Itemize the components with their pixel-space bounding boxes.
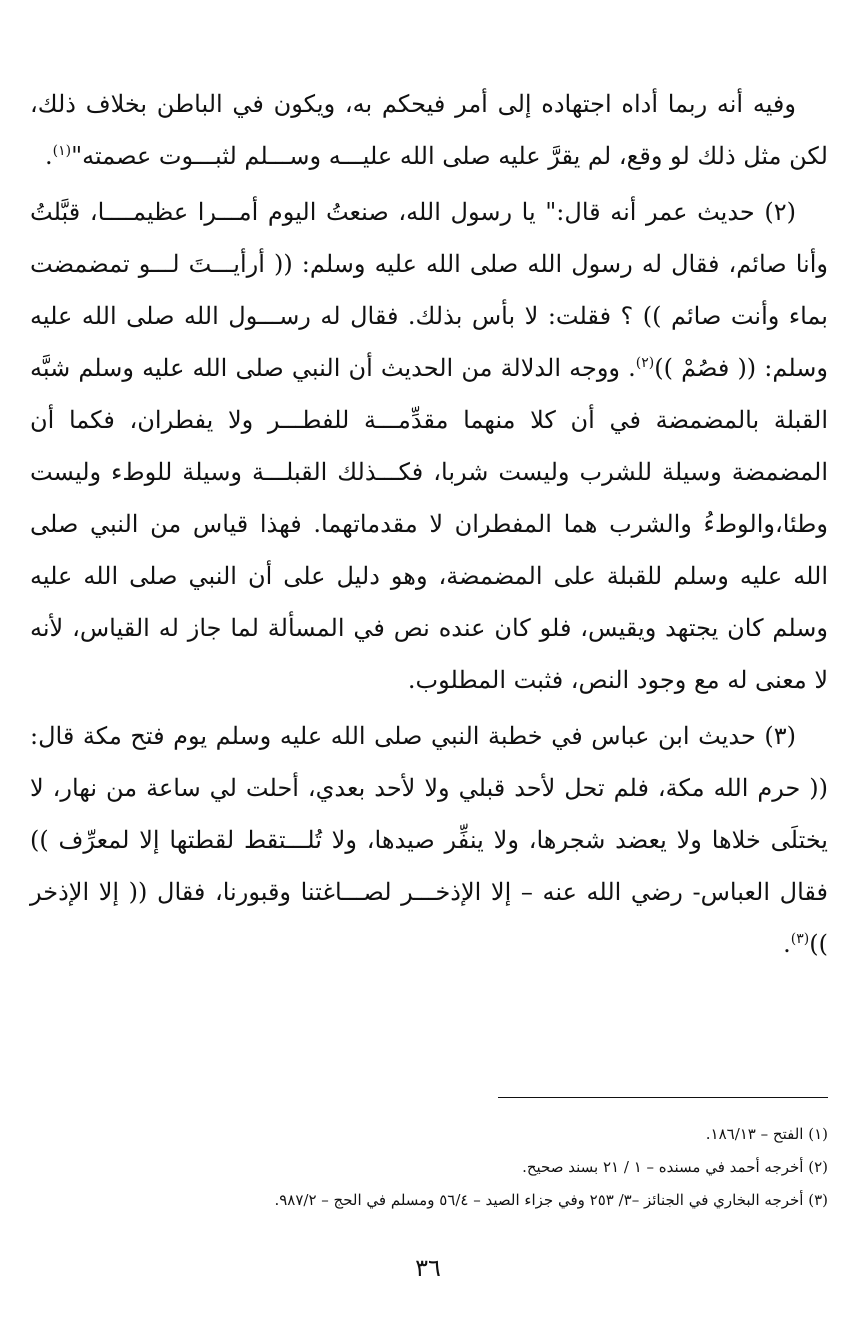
footnote-ref-2: (٢) xyxy=(635,355,655,371)
paragraph-3-tail: . xyxy=(783,930,791,958)
paragraph-1-tail: . xyxy=(45,142,53,170)
paragraph-3-text: (٣) حديث ابن عباس في خطبة النبي صلى الله عليه وسلم يوم فتح مكة قال: (( حرم الله مكة، فلم تحل لأحد قبلي ولا لأحد بعدي، أحلت لي ساعة من نهار، لا يختلَى خلاها ولا يعضد شجرها، ولا ينفِّر صيدها، ولا تُلـــتقط لقطتها إلا لمعرِّف )) فقال العباس- رضي الله عنه – إلا الإذخـــر لصـــاغتنا وقبورنا، فقال (( إلا الإذخر )) xyxy=(30,722,828,958)
paragraph-3 xyxy=(30,710,828,970)
footnote-divider xyxy=(498,1097,828,1098)
paragraph-2 xyxy=(30,186,828,706)
paragraph-1-text: وفيه أنه ربما أداه اجتهاده إلى أمر فيحكم به، ويكون في الباطن بخلاف ذلك، لكن مثل ذلك لو وقع، لم يقرَّ عليه صلى الله عليـــه وســـلم لثبـــوت عصمته" xyxy=(30,90,828,170)
footnote-3: (٣) أخرجه البخاري في الجنائز –٣/ ٢٥٣ وفي جزاء الصيد – ٥٦/٤ ومسلم في الحج – ٩٨٧/٢. xyxy=(274,1191,828,1209)
paragraph-2-tail: . ووجه الدلالة من الحديث أن النبي صلى الله عليه وسلم شبَّه القبلة بالمضمضة في أن كلا منهما مقدِّمـــة للفطـــر ولا يفطران، فكما أن المضمضة وسيلة للشرب وليست شربا، فكـــذلك القبلـــة وسيلة للوطء وليست وطئا،والوطءُ والشرب هما المفطران لا مقدماتهما. فهذا قياس من النبي صلى الله عليه وسلم للقبلة على المضمضة، وهو دليل على أن النبي صلى الله عليه وسلم كان يجتهد ويقيس، فلو كان عنده نص في المسألة لما جاز له القياس، لأنه لا معنى له مع وجود النص، فثبت المطلوب. xyxy=(30,354,829,694)
footnote-1: (١) الفتح – ١٨٦/١٣. xyxy=(705,1125,828,1143)
paragraph-1 xyxy=(30,78,828,182)
page-number: ٣٦ xyxy=(415,1254,441,1282)
page-body xyxy=(30,78,828,974)
footnotes xyxy=(68,1118,828,1217)
paragraph-2-text: (٢) حديث عمر أنه قال:" يا رسول الله، صنعتُ اليوم أمـــرا عظيمــــا، قبَّلتُ وأنا صائم، فقال له رسول الله صلى الله عليه وسلم: (( أرأيـــتَ لـــو تمضمضت بماء وأنت صائم )) ؟ فقلت: لا بأس بذلك. فقال له رســـول الله صلى الله عليه وسلم: (( فصُمْ )) xyxy=(30,198,828,382)
footnote-ref-1: (١) xyxy=(52,143,72,159)
footnote-ref-3: (٣) xyxy=(790,931,810,947)
footnote-2: (٢) أخرجه أحمد في مسنده – ١ / ٢١ بسند صحيح. xyxy=(522,1158,828,1176)
